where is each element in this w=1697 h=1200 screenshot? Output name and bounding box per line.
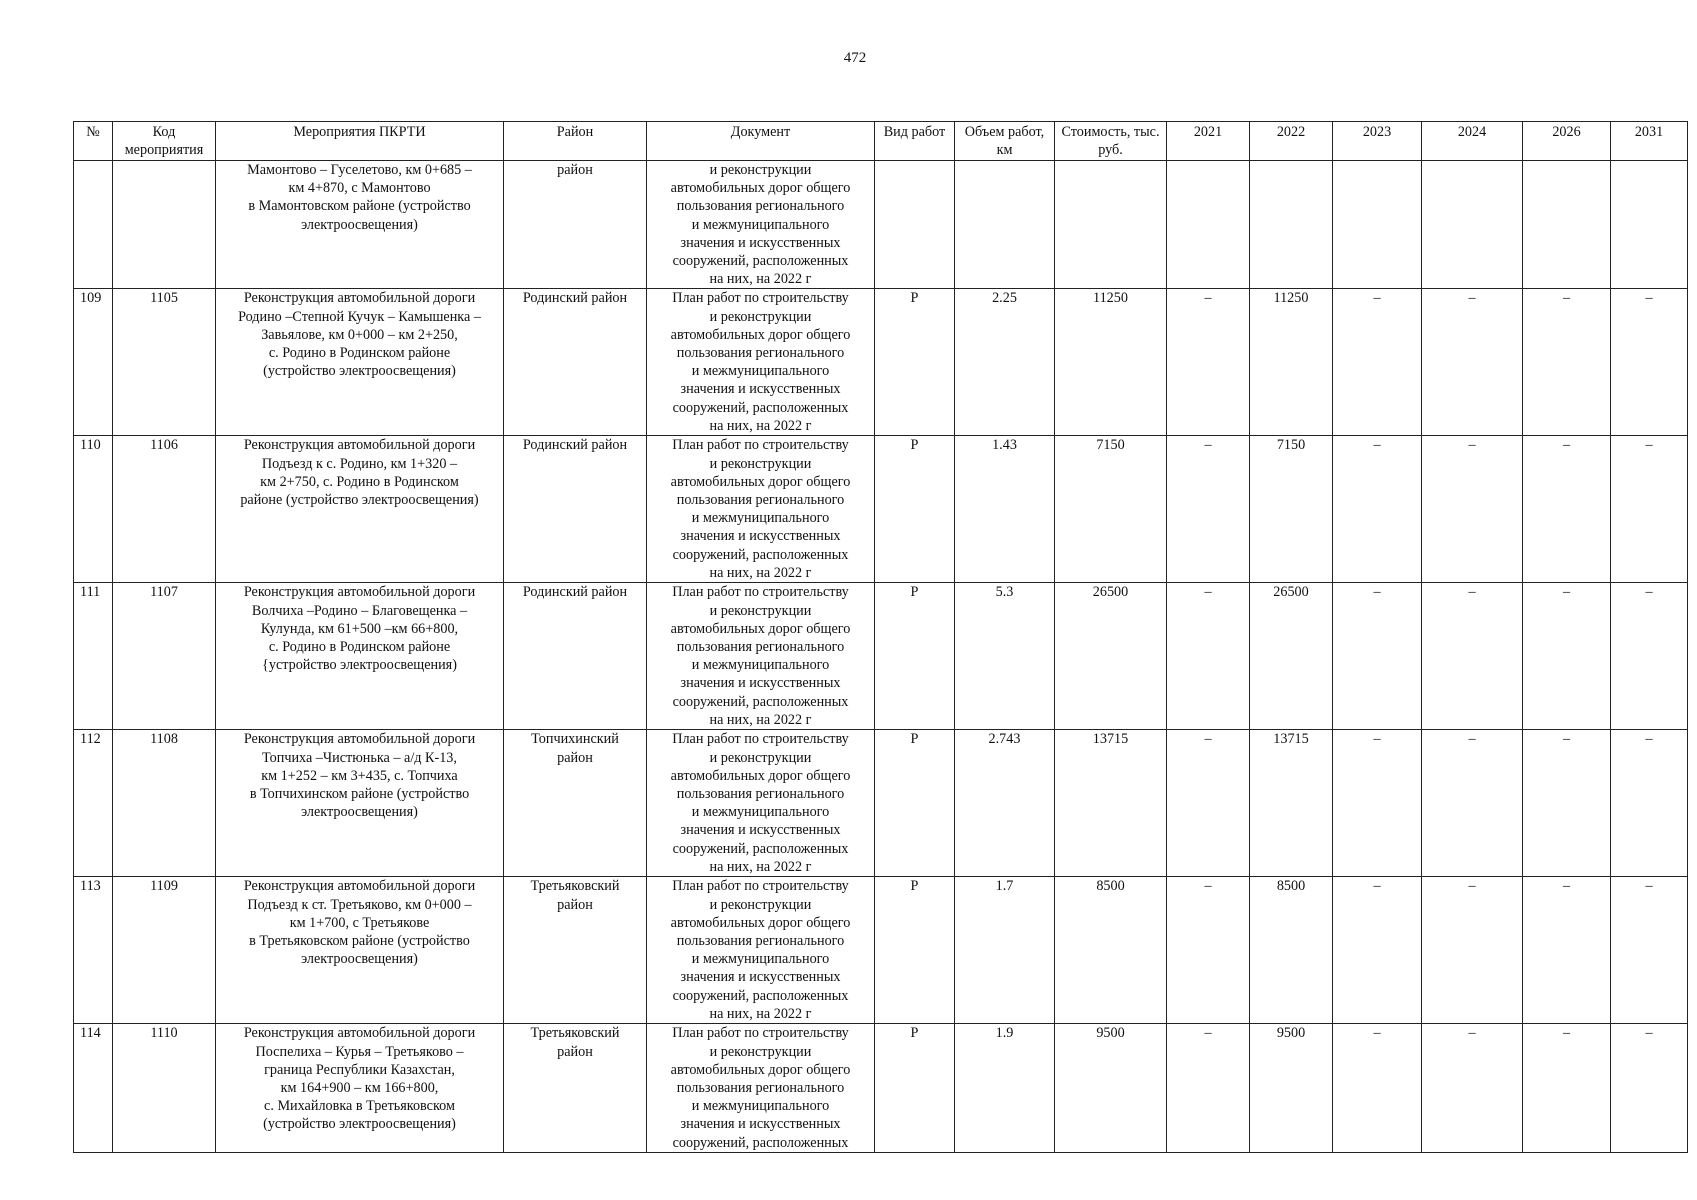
col-header-2026: 2026 (1523, 122, 1611, 161)
cell-2031: – (1611, 289, 1688, 436)
cell-2021: – (1167, 730, 1250, 877)
cell-2021: – (1167, 436, 1250, 583)
table-header-row (74, 122, 1688, 161)
cell-2026: – (1523, 877, 1611, 1024)
cell-document: План работ по строительству и реконструкции автомобильных дорог общего пользования регионального и межмуниципального значения и искусственных сооружений, расположенных на них, на 2022 г (647, 877, 875, 1024)
cell-work-type: Р (875, 436, 955, 583)
cell-number (74, 161, 113, 289)
cell-district: Родинский район (504, 436, 647, 583)
cell-2026: – (1523, 1024, 1611, 1152)
cell-2022: 26500 (1250, 583, 1333, 730)
data-table (73, 121, 1688, 1153)
cell-district: Топчихинский район (504, 730, 647, 877)
cell-2031: – (1611, 436, 1688, 583)
cell-event: Мамонтово – Гуселетово, км 0+685 – км 4+870, с Мамонтово в Мамонтовском районе (устройство электроосвещения) (216, 161, 504, 289)
cell-district: Родинский район (504, 583, 647, 730)
cell-2024: – (1422, 583, 1523, 730)
cell-number: 111 (74, 583, 113, 730)
cell-2024 (1422, 161, 1523, 289)
cell-code: 1108 (113, 730, 216, 877)
cell-district: Родинский район (504, 289, 647, 436)
col-header-work-type: Вид работ (875, 122, 955, 161)
cell-volume: 2.743 (955, 730, 1055, 877)
table-row (74, 161, 1688, 289)
cell-event: Реконструкция автомобильной дороги Топчиха –Чистюнька – а/д К-13, км 1+252 – км 3+435, с. Топчиха в Топчихинском районе (устройство электроосвещения) (216, 730, 504, 877)
cell-2021: – (1167, 877, 1250, 1024)
col-header-2024: 2024 (1422, 122, 1523, 161)
cell-2023: – (1333, 1024, 1422, 1152)
cell-2031 (1611, 161, 1688, 289)
cell-volume: 5.3 (955, 583, 1055, 730)
cell-code: 1109 (113, 877, 216, 1024)
cell-2024: – (1422, 289, 1523, 436)
cell-work-type: Р (875, 730, 955, 877)
cell-volume: 1.7 (955, 877, 1055, 1024)
cell-2023: – (1333, 730, 1422, 877)
cell-2022: 13715 (1250, 730, 1333, 877)
cell-volume: 2.25 (955, 289, 1055, 436)
cell-code (113, 161, 216, 289)
col-header-2022: 2022 (1250, 122, 1333, 161)
cell-number: 113 (74, 877, 113, 1024)
table-row (74, 1024, 1688, 1152)
cell-2031: – (1611, 583, 1688, 730)
cell-cost: 11250 (1055, 289, 1167, 436)
col-header-district: Район (504, 122, 647, 161)
cell-document: План работ по строительству и реконструкции автомобильных дорог общего пользования регионального и межмуниципального значения и искусственных сооружений, расположенных на них, на 2022 г (647, 436, 875, 583)
cell-2031: – (1611, 877, 1688, 1024)
cell-code: 1106 (113, 436, 216, 583)
cell-cost: 9500 (1055, 1024, 1167, 1152)
cell-work-type: Р (875, 289, 955, 436)
cell-2026: – (1523, 583, 1611, 730)
col-header-2021: 2021 (1167, 122, 1250, 161)
page-number: 472 (843, 50, 867, 66)
cell-cost: 7150 (1055, 436, 1167, 583)
col-header-2023: 2023 (1333, 122, 1422, 161)
cell-event: Реконструкция автомобильной дороги Волчиха –Родино – Благовещенка – Кулунда, км 61+500 –км 66+800, с. Родино в Родинском районе {устройство электроосвещения) (216, 583, 504, 730)
cell-district: Третьяковский район (504, 1024, 647, 1152)
cell-2031: – (1611, 1024, 1688, 1152)
col-header-event: Мероприятия ПКРТИ (216, 122, 504, 161)
col-header-code: Код мероприятия (113, 122, 216, 161)
cell-document: План работ по строительству и реконструкции автомобильных дорог общего пользования регионального и межмуниципального значения и искусственных сооружений, расположенных на них, на 2022 г (647, 583, 875, 730)
cell-event: Реконструкция автомобильной дороги Подъезд к с. Родино, км 1+320 – км 2+750, с. Родино в Родинском районе (устройство электроосвещения) (216, 436, 504, 583)
cell-event: Реконструкция автомобильной дороги Поспелиха – Курья – Третьяково – граница Республики Казахстан, км 164+900 – км 166+800, с. Михайловка в Третьяковском (устройство электроосвещения) (216, 1024, 504, 1152)
cell-number: 114 (74, 1024, 113, 1152)
table-row (74, 289, 1688, 436)
cell-work-type: Р (875, 583, 955, 730)
cell-district: район (504, 161, 647, 289)
cell-document: План работ по строительству и реконструкции автомобильных дорог общего пользования регионального и межмуниципального значения и искусственных сооружений, расположенных на них, на 2022 г (647, 289, 875, 436)
cell-2023: – (1333, 289, 1422, 436)
cell-code: 1110 (113, 1024, 216, 1152)
cell-2024: – (1422, 436, 1523, 583)
cell-2021: – (1167, 289, 1250, 436)
table-row (74, 877, 1688, 1024)
table-row (74, 583, 1688, 730)
cell-number: 109 (74, 289, 113, 436)
cell-district: Третьяковский район (504, 877, 647, 1024)
cell-2024: – (1422, 730, 1523, 877)
cell-work-type: Р (875, 1024, 955, 1152)
cell-document: План работ по строительству и реконструкции автомобильных дорог общего пользования регионального и межмуниципального значения и искусственных сооружений, расположенных на них, на 2022 г (647, 730, 875, 877)
cell-2023 (1333, 161, 1422, 289)
cell-2022: 9500 (1250, 1024, 1333, 1152)
col-header-document: Документ (647, 122, 875, 161)
cell-2022 (1250, 161, 1333, 289)
cell-number: 112 (74, 730, 113, 877)
cell-2022: 7150 (1250, 436, 1333, 583)
cell-event: Реконструкция автомобильной дороги Родино –Степной Кучук – Камышенка – Завьялове, км 0+000 – км 2+250, с. Родино в Родинском районе (устройство электроосвещения) (216, 289, 504, 436)
cell-2021 (1167, 161, 1250, 289)
cell-document: План работ по строительству и реконструкции автомобильных дорог общего пользования регионального и межмуниципального значения и искусственных сооружений, расположенных (647, 1024, 875, 1152)
cell-number: 110 (74, 436, 113, 583)
cell-2024: – (1422, 1024, 1523, 1152)
cell-cost (1055, 161, 1167, 289)
cell-cost: 26500 (1055, 583, 1167, 730)
cell-2023: – (1333, 436, 1422, 583)
cell-document: и реконструкции автомобильных дорог общего пользования регионального и межмуниципального значения и искусственных сооружений, расположенных на них, на 2022 г (647, 161, 875, 289)
cell-2026: – (1523, 289, 1611, 436)
cell-cost: 8500 (1055, 877, 1167, 1024)
cell-volume: 1.9 (955, 1024, 1055, 1152)
cell-2021: – (1167, 583, 1250, 730)
cell-cost: 13715 (1055, 730, 1167, 877)
table-row (74, 730, 1688, 877)
cell-2022: 8500 (1250, 877, 1333, 1024)
cell-2021: – (1167, 1024, 1250, 1152)
cell-volume: 1.43 (955, 436, 1055, 583)
cell-work-type: Р (875, 877, 955, 1024)
col-header-number: № (74, 122, 113, 161)
cell-2022: 11250 (1250, 289, 1333, 436)
col-header-2031: 2031 (1611, 122, 1688, 161)
table-row (74, 436, 1688, 583)
cell-2026 (1523, 161, 1611, 289)
cell-work-type (875, 161, 955, 289)
cell-2031: – (1611, 730, 1688, 877)
cell-code: 1107 (113, 583, 216, 730)
cell-2023: – (1333, 877, 1422, 1024)
cell-2024: – (1422, 877, 1523, 1024)
cell-2026: – (1523, 730, 1611, 877)
col-header-cost: Стоимость, тыс. руб. (1055, 122, 1167, 161)
cell-code: 1105 (113, 289, 216, 436)
cell-2023: – (1333, 583, 1422, 730)
cell-2026: – (1523, 436, 1611, 583)
cell-volume (955, 161, 1055, 289)
col-header-volume: Объем работ, км (955, 122, 1055, 161)
cell-event: Реконструкция автомобильной дороги Подъезд к ст. Третьяково, км 0+000 – км 1+700, с Третьякове в Третьяковском районе (устройство электроосвещения) (216, 877, 504, 1024)
